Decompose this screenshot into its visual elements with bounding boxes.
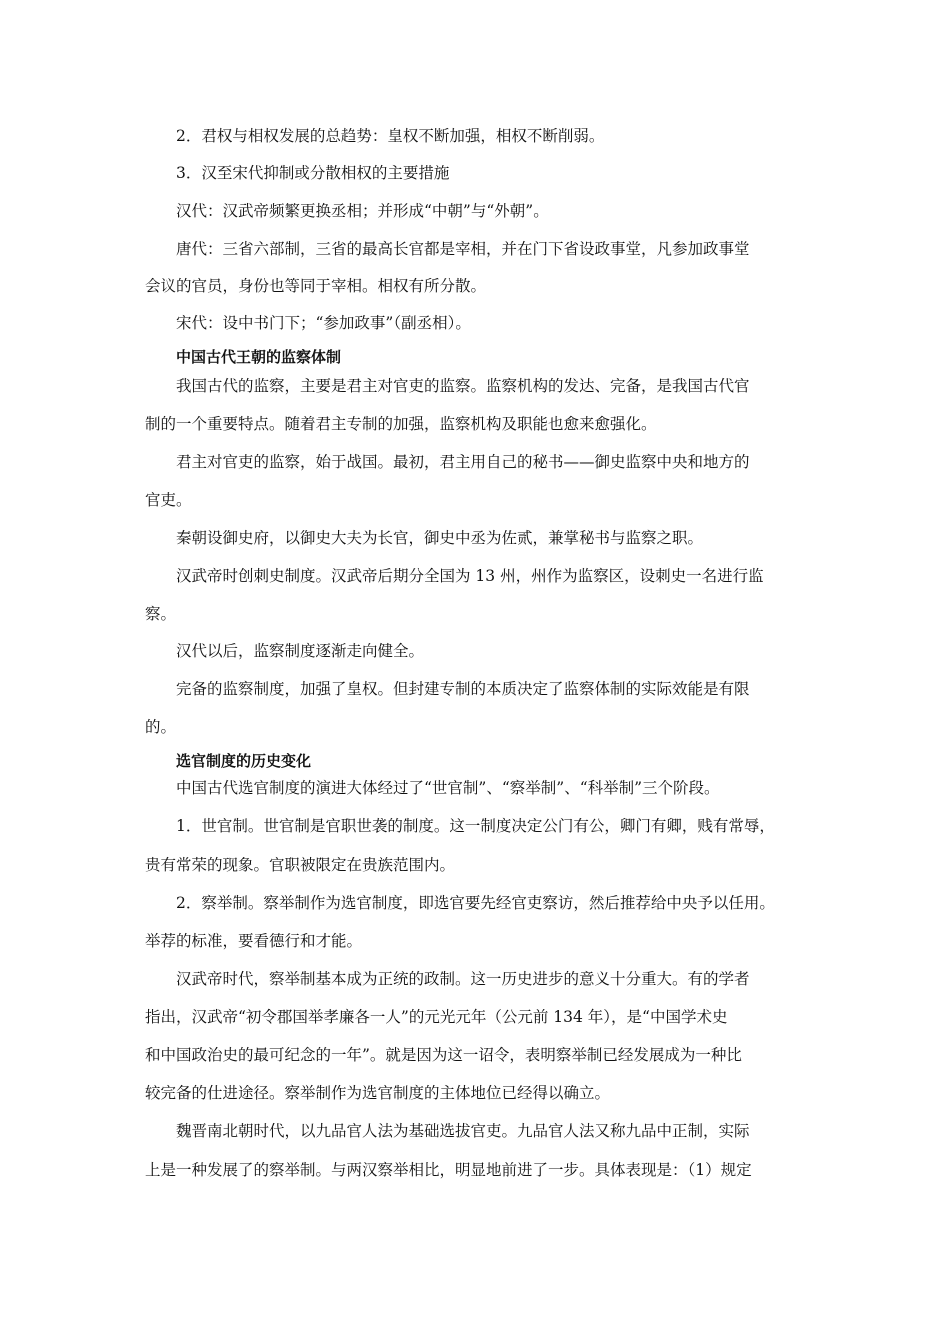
paragraph-han-wudi-line1: 汉武帝时代，察举制基本成为正统的政制。这一历史进步的意义十分重大。有的学者	[176, 970, 750, 988]
section-heading-official-selection: 选官制度的历史变化	[176, 752, 312, 770]
paragraph-chaju-line1: 2．察举制。察举制作为选官制度，即选官要先经官吏察访，然后推荐给中央予以任用。	[176, 894, 775, 912]
paragraph-supervision-line2: 制的一个重要特点。随着君主专制的加强，监察机构及职能也愈来愈强化。	[145, 415, 657, 433]
paragraph-cishi-system-line2: 察。	[145, 605, 177, 623]
paragraph-monarchy-trend: 2．君权与相权发展的总趋势：皇权不断加强，相权不断削弱。	[176, 127, 605, 145]
paragraph-cishi-system-line1: 汉武帝时创刺史制度。汉武帝后期分全国为 13 州，州作为监察区，设刺史一名进行监	[176, 567, 764, 585]
paragraph-warring-states-line2: 官吏。	[145, 491, 192, 509]
paragraph-song-dynasty: 宋代：设中书门下；“参加政事”（副丞相）。	[176, 314, 471, 332]
paragraph-nine-rank-line2: 上是一种发展了的察举制。与两汉察举相比，明显地前进了一步。具体表现是：（1）规定	[145, 1161, 752, 1179]
paragraph-supervision-effect-line2: 的。	[145, 718, 177, 736]
paragraph-nine-rank-line1: 魏晋南北朝时代，以九品官人法为基础选拔官吏。九品官人法又称九品中正制，实际	[176, 1122, 750, 1140]
paragraph-chaju-line2: 举荐的标准，要看德行和才能。	[145, 932, 363, 950]
paragraph-shiguan-line2: 贵有常荣的现象。官职被限定在贵族范围内。	[145, 856, 456, 874]
paragraph-tang-dynasty-line2: 会议的官员，身份也等同于宰相。相权有所分散。	[145, 277, 487, 295]
paragraph-shiguan-line1: 1．世官制。世官制是官职世袭的制度。这一制度决定公门有公，卿门有卿，贱有常辱，	[176, 817, 775, 835]
paragraph-qin-dynasty: 秦朝设御史府，以御史大夫为长官，御史中丞为佐贰，兼掌秘书与监察之职。	[176, 529, 704, 547]
paragraph-supervision-effect-line1: 完备的监察制度，加强了皇权。但封建专制的本质决定了监察体制的实际效能是有限	[176, 680, 750, 698]
paragraph-after-han: 汉代以后，监察制度逐渐走向健全。	[176, 642, 425, 660]
paragraph-han-wudi-line3: 和中国政治史的最可纪念的一年”。就是因为这一诏令，表明察举制已经发展成为一种比	[145, 1046, 742, 1064]
paragraph-three-stages: 中国古代选官制度的演进大体经过了“世官制”、“察举制”、“科举制”三个阶段。	[176, 779, 720, 797]
paragraph-measures-title: 3．汉至宋代抑制或分散相权的主要措施	[176, 164, 450, 182]
section-heading-supervision: 中国古代王朝的监察体制	[176, 348, 342, 366]
paragraph-warring-states-line1: 君主对官吏的监察，始于战国。最初，君主用自己的秘书——御史监察中央和地方的	[176, 453, 750, 471]
paragraph-han-dynasty: 汉代：汉武帝频繁更换丞相；并形成“中朝”与“外朝”。	[176, 202, 549, 220]
paragraph-han-wudi-line4: 较完备的仕进途径。察举制作为选官制度的主体地位已经得以确立。	[145, 1084, 611, 1102]
paragraph-han-wudi-line2: 指出，汉武帝“初令郡国举孝廉各一人”的元光元年（公元前 134 年），是“中国学术史	[145, 1008, 728, 1026]
paragraph-supervision-line1: 我国古代的监察，主要是君主对官吏的监察。监察机构的发达、完备，是我国古代官	[176, 377, 750, 395]
paragraph-tang-dynasty-line1: 唐代：三省六部制，三省的最高长官都是宰相，并在门下省设政事堂，凡参加政事堂	[176, 240, 750, 258]
